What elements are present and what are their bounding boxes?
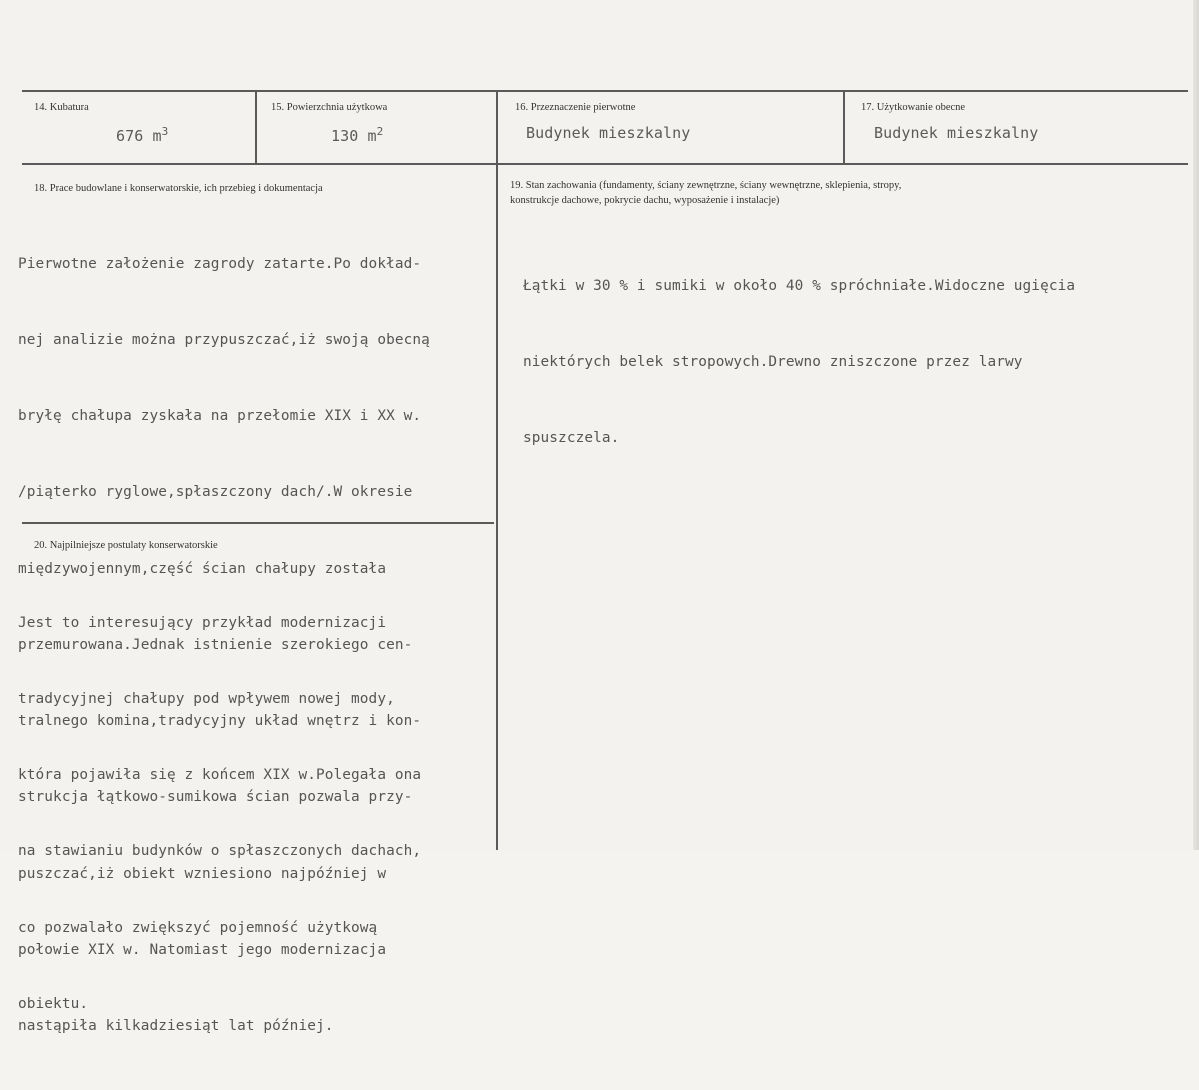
field-16-value: Budynek mieszkalny [526, 124, 691, 142]
field-14-number: 676 m [116, 127, 162, 145]
field-18-line: Pierwotne założenie zagrody zatarte.Po dokład- [18, 255, 422, 272]
field-19-line: niektórych belek stropowych.Drewno zniszczone przez larwy [523, 354, 1023, 371]
top-border-line [22, 90, 1188, 92]
field-19-label [510, 178, 901, 208]
field-20-line: tradycyjnej chałupy pod wpływem nowej mody, [18, 691, 395, 708]
field-20-line: Jest to interesujący przykład modernizacji [18, 614, 387, 631]
field-20-line: która pojawiła się z końcem XIX w.Polegała ona [18, 767, 422, 784]
field-18-line: puszczać,iż obiekt wzniesiono najpóźniej w [18, 865, 387, 882]
field-18-line: międzywojennym,część ścian chałupy została [18, 560, 387, 577]
field-20-line: obiektu. [18, 995, 89, 1012]
header-row-bottom-line [22, 163, 1188, 165]
field-14-value [116, 125, 168, 145]
field-20-line: co pozwalało zwiększyć pojemność użytkową [18, 919, 378, 936]
field-18-line: tralnego komina,tradycyjny układ wnętrz i kon- [18, 713, 422, 730]
field-18-line: przemurowana.Jednak istnienie szerokiego cen- [18, 636, 413, 653]
field-19-line: Łątki w 30 % i sumiki w około 40 % spróchniałe.Widoczne ugięcia [523, 277, 1076, 294]
field-14-label: 14. Kubatura [34, 102, 89, 113]
field-18-line: /piąterko ryglowe,spłaszczony dach/.W okresie [18, 484, 413, 501]
field-15-value [331, 125, 383, 145]
divider-16-17 [843, 91, 845, 163]
field-16-label: 16. Przeznaczenie pierwotne [515, 102, 636, 113]
field-15-number: 130 m [331, 127, 377, 145]
field-18-line: połowie XIX w. Natomiast jego modernizacja [18, 941, 387, 958]
field-19-text [523, 223, 1075, 502]
field-14-unit-exponent: 3 [161, 125, 169, 138]
field-17-label: 17. Użytkowanie obecne [861, 102, 966, 113]
field-15-unit-exponent: 2 [376, 125, 384, 138]
card-edge [1193, 0, 1199, 850]
field-19-label-line: 19. Stan zachowania (fundamenty, ściany zewnętrzne, ściany wewnętrzne, sklepienia, stropy, [510, 180, 902, 191]
field-20-label: 20. Najpilniejsze postulaty konserwatorskie [34, 540, 218, 551]
field-20-line: na stawianiu budynków o spłaszczonych dachach, [18, 843, 422, 860]
field-18-line: nastąpiła kilkadziesiąt lat później. [18, 1018, 334, 1034]
field-17-value: Budynek mieszkalny [874, 124, 1039, 142]
field-20-text [18, 560, 421, 1068]
divider-14-15 [255, 91, 257, 163]
field-18-line: nej analizie można przypuszczać,iż swoją obecną [18, 332, 430, 349]
field-19-label-line: konstrukcje dachowe, pokrycie dachu, wyposażenie i instalacje) [510, 195, 780, 207]
field-18-label: 18. Prace budowlane i konserwatorskie, ich przebieg i dokumentacja [34, 183, 323, 194]
field-18-line: bryłę chałupa zyskała na przełomie XIX i XX w. [18, 408, 422, 425]
divider-15-16 [496, 91, 498, 850]
field-15-label: 15. Powierzchnia użytkowa [271, 102, 388, 113]
field-18-line: strukcja łątkowo-sumikowa ścian pozwala przy- [18, 789, 413, 806]
field-19-line: spuszczela. [523, 430, 620, 447]
